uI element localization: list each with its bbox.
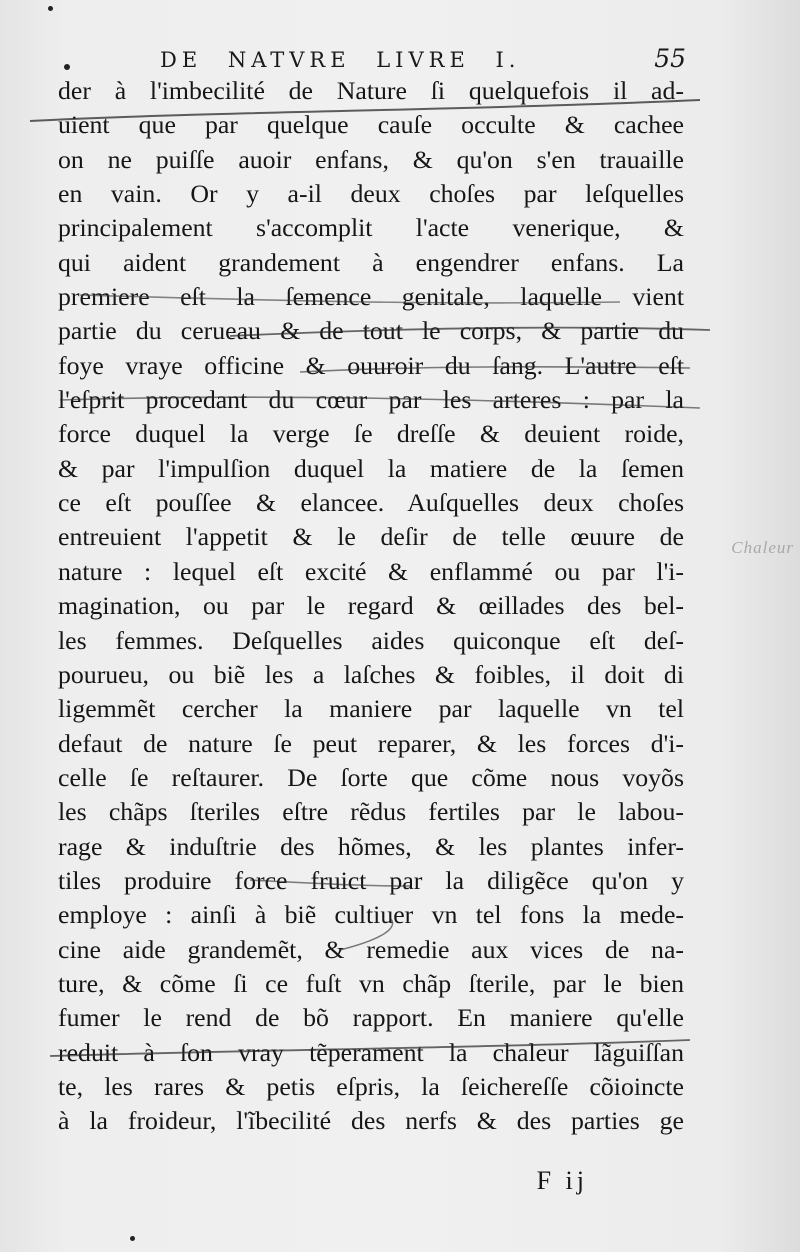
text-line: defaut de nature ſe peut reparer, & les forces d'i-: [58, 728, 684, 758]
text-line: ligemmẽt cercher la maniere par laquelle vn tel: [58, 694, 684, 724]
text-line: les femmes. Deſquelles aides quiconque eſt deſ-: [58, 625, 684, 655]
text-line: & par l'impulſion duquel la matiere de la ſemen: [58, 453, 684, 483]
text-line: en vain. Or y a-il deux choſes par leſquelles: [58, 179, 684, 209]
text-line: entreuient l'appetit & le deſir de telle œuure de: [58, 522, 684, 552]
text-line: principalement s'accomplit l'acte venerique, &: [58, 213, 684, 243]
ink-speck: [130, 1236, 135, 1241]
page-number: 55: [654, 44, 686, 73]
text-line: foye vraye officine & ouuroir du ſang. L'autre eſt: [58, 350, 684, 380]
text-line: uient que par quelque cauſe occulte & cachee: [58, 110, 684, 140]
body-text: [58, 74, 684, 1139]
text-line: reduit à ſon vray tẽperament la chaleur lãguiſſan: [58, 1037, 684, 1067]
text-line: premiere eſt la ſemence genitale, laquelle vient: [58, 282, 684, 312]
running-head: DE NATVRE LIVRE I.: [160, 48, 521, 72]
text-line: qui aident grandement à engendrer enfans. La: [58, 247, 684, 277]
text-line: fumer le rend de bõ rapport. En maniere qu'elle: [58, 1003, 684, 1033]
text-line: l'eſprit procedant du cœur par les arteres : par la: [58, 385, 684, 415]
ink-speck: [64, 64, 70, 70]
text-line: magination, ou par le regard & œillades des bel-: [58, 591, 684, 621]
text-line: tiles produire force fruict par la diligẽce qu'on y: [58, 865, 684, 895]
ink-speck: [48, 6, 53, 11]
text-line: nature : lequel eſt excité & enflammé ou par l'i-: [58, 556, 684, 586]
text-line: der à l'imbecilité de Nature ſi quelquefois il ad-: [58, 76, 684, 105]
text-line: employe : ainſi à biẽ cultiuer vn tel fons la mede-: [58, 900, 684, 930]
text-line: on ne puiſſe auoir enfans, & qu'on s'en trauaille: [58, 144, 684, 174]
show-through-text: Chaleur: [731, 538, 794, 557]
text-line: partie du cerueau & de tout le corps, & partie du: [58, 316, 684, 346]
text-line: ce eſt pouſſee & elancee. Auſquelles deux choſes: [58, 488, 684, 518]
text-line: te, les rares & petis eſpris, la ſeichereſſe cõioincte: [58, 1071, 684, 1101]
text-line: rage & induſtrie des hõmes, & les plantes infer-: [58, 831, 684, 861]
signature-mark: F ij: [536, 1166, 588, 1195]
text-line: pourueu, ou biẽ les a laſches & foibles, il doit di: [58, 659, 684, 689]
text-line: celle ſe reſtaurer. De ſorte que cõme nous voyõs: [58, 762, 684, 792]
text-line: les chãps ſteriles eſtre rẽdus fertiles par le labou-: [58, 797, 684, 827]
text-line: à la froideur, l'ĩbecilité des nerfs & des parties ge: [58, 1106, 684, 1136]
text-line: cine aide grandemẽt, & remedie aux vices de na-: [58, 934, 684, 964]
text-line: force duquel la verge ſe dreſſe & deuient roide,: [58, 419, 684, 449]
text-line: ture, & cõme ſi ce fuſt vn chãp ſterile, par le bien: [58, 968, 684, 998]
